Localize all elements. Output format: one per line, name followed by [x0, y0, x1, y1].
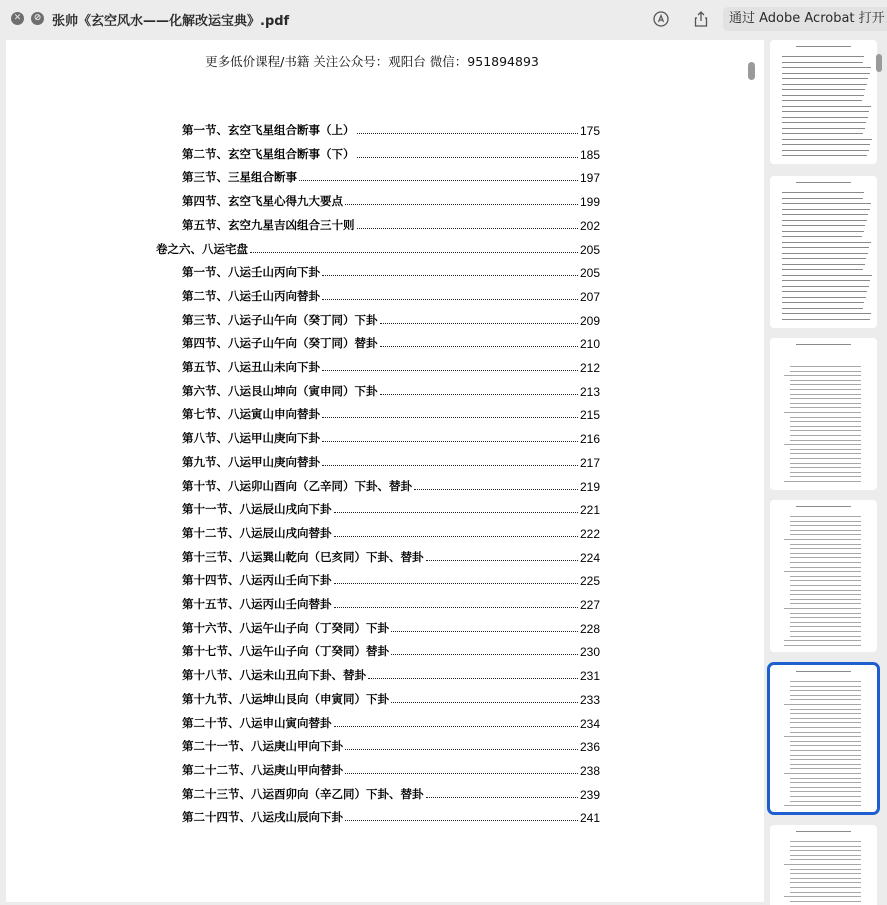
toc-entry-title: 第四节、八运子山午向（癸丁同）替卦: [182, 336, 378, 351]
sidebar-scrollbar[interactable]: [876, 54, 882, 72]
toc-entry-title: 第二十三节、八运酉卯向（辛乙同）下卦、替卦: [182, 786, 424, 801]
toc-entry: [182, 260, 600, 280]
toc-entry: [182, 118, 600, 138]
thumbnail-line: [782, 111, 869, 112]
thumbnail-line: [790, 787, 861, 788]
toc-leader-dots: [345, 204, 578, 205]
thumbnail-line: [790, 476, 861, 477]
toc-entry: [182, 545, 600, 565]
toc-leader-dots: [322, 465, 578, 466]
thumbnail-line: [782, 280, 870, 281]
thumbnail-line: [790, 430, 861, 431]
open-in-acrobat-button[interactable]: 通过 Adobe Acrobat 打开: [723, 7, 887, 31]
thumbnail-line: [790, 613, 861, 614]
thumbnail-line: [784, 805, 861, 806]
toc-leader-dots: [414, 489, 578, 490]
thumbnail-line: [782, 203, 871, 204]
thumbnail-line: [790, 745, 861, 746]
toc-entry-title: 第二节、八运壬山丙向替卦: [182, 288, 320, 303]
thumbnail-line: [790, 741, 861, 742]
toc-entry: [182, 165, 600, 185]
toc-entry: [182, 450, 600, 470]
thumbnail-line: [790, 768, 861, 769]
toc-entry-page: 209: [579, 313, 600, 328]
thumbnail-line: [790, 850, 861, 851]
toc-entry: [156, 237, 600, 257]
toc-entry-page: 222: [579, 526, 600, 541]
toc-leader-dots: [357, 228, 578, 229]
toc-entry-title: 卷之六、八运宅盘: [156, 241, 248, 256]
toc-entry-title: 第三节、八运子山午向（癸丁同）下卦: [182, 312, 378, 327]
thumbnail-line: [782, 89, 865, 90]
thumbnail-line: [790, 695, 861, 696]
toc-entry-title: 第七节、八运寅山申向替卦: [182, 407, 320, 422]
toc-entry-page: 230: [579, 645, 600, 660]
thumbnail-line: [790, 713, 861, 714]
thumbnail-line: [796, 506, 851, 507]
thumbnail-line: [790, 594, 861, 595]
thumbnail-line: [784, 640, 861, 641]
thumbnail-line: [782, 117, 868, 118]
thumbnail-line: [784, 704, 861, 705]
thumbnail-line: [782, 139, 872, 140]
thumbnail-line: [790, 435, 861, 436]
toc-leader-dots: [334, 583, 578, 584]
thumbnail-line: [784, 481, 861, 482]
toc-entry: [182, 805, 600, 825]
toc-entry-title: 第十九节、八运坤山艮向（申寅同）下卦: [182, 691, 389, 706]
thumbnail-line: [790, 458, 861, 459]
thumbnail-line: [790, 869, 861, 870]
thumbnail-line: [782, 313, 871, 314]
thumbnail-line: [782, 67, 871, 68]
toc-entry-page: 205: [579, 266, 600, 281]
thumbnail-line: [790, 778, 861, 779]
toc-entry-page: 228: [579, 621, 600, 636]
toc-entry-title: 第一节、玄空飞星组合断事（上）: [182, 123, 355, 137]
thumbnail-line: [790, 755, 861, 756]
thumbnail-line: [782, 62, 863, 63]
toc-entry-title: 第三节、三星组合断事: [182, 170, 297, 185]
toc-entry-page: 241: [579, 811, 600, 826]
toc-entry: [182, 616, 600, 636]
thumbnail-line: [790, 892, 861, 893]
toc-leader-dots: [357, 157, 578, 158]
toc-entry-title: 第六节、八运艮山坤向（寅申同）下卦: [182, 383, 378, 398]
thumbnail-line: [796, 46, 851, 47]
toc-entry-title: 第十八节、八运未山丑向下卦、替卦: [182, 668, 366, 683]
page-thumbnail[interactable]: [770, 500, 877, 652]
toc-leader-dots: [391, 654, 578, 655]
thumbnail-line: [782, 264, 865, 265]
toc-entry-title: 第五节、玄空九星吉凶组合三十则: [182, 217, 355, 232]
thumbnail-line: [790, 525, 861, 526]
toc-entry-page: 185: [579, 147, 600, 162]
thumbnail-line: [790, 516, 861, 517]
thumbnail-line: [782, 56, 864, 57]
toc-leader-dots: [380, 346, 578, 347]
toc-entry: [182, 521, 600, 541]
toc-entry-page: 212: [579, 361, 600, 375]
thumbnail-line: [790, 617, 861, 618]
thumbnail-line: [790, 403, 861, 404]
toc-leader-dots: [426, 560, 578, 561]
toc-entry-page: 234: [579, 716, 600, 731]
toc-leader-dots: [345, 820, 578, 821]
thumbnail-line: [790, 859, 861, 860]
toc-entry-title: 第五节、八运丑山未向下卦: [182, 360, 320, 374]
toc-entry-title: 第十五节、八运丙山壬向替卦: [182, 597, 332, 611]
toc-entry-title: 第十三节、八运巽山乾向（巳亥同）下卦、替卦: [182, 549, 424, 564]
thumbnail-line: [790, 878, 861, 879]
thumbnail-line: [782, 122, 866, 123]
thumbnail-line: [790, 846, 861, 847]
toc-entry: [182, 734, 600, 754]
toc-leader-dots: [345, 749, 578, 750]
thumbnail-line: [790, 599, 861, 600]
thumbnail-line: [790, 782, 861, 783]
thumbnail-line: [790, 855, 861, 856]
thumbnail-line: [784, 864, 861, 865]
toc-entry-title: 第九节、八运甲山庚向替卦: [182, 454, 320, 469]
toc-leader-dots: [322, 370, 578, 371]
toc-leader-dots: [334, 607, 578, 608]
thumbnail-line: [784, 412, 861, 413]
toc-entry-page: 219: [579, 479, 600, 494]
toc-entry: [182, 189, 600, 209]
thumbnail-line: [782, 297, 866, 298]
thumbnail-line: [782, 192, 864, 193]
thumbnail-line: [796, 831, 851, 832]
toc-leader-dots: [322, 275, 578, 276]
thumbnail-line: [790, 709, 861, 710]
toc-entry: [182, 474, 600, 494]
share-icon[interactable]: [691, 9, 711, 29]
toc-entry-title: 第八节、八运甲山庚向下卦: [182, 431, 320, 446]
thumbnail-line: [790, 530, 861, 531]
thumbnail-line: [790, 791, 861, 792]
page-thumbnail[interactable]: [770, 665, 877, 812]
thumbnail-line: [790, 603, 861, 604]
markup-icon[interactable]: [651, 9, 671, 29]
thumbnail-line: [796, 344, 851, 345]
thumbnail-line: [790, 732, 861, 733]
thumbnail-line: [784, 896, 861, 897]
thumbnail-line: [782, 291, 867, 292]
toc-entry-page: 205: [579, 242, 600, 257]
thumbnail-line: [784, 539, 861, 540]
toc-leader-dots: [391, 631, 578, 632]
thumbnail-line: [782, 236, 862, 237]
toc-entry-page: 221: [579, 503, 600, 518]
thumbnail-line: [790, 718, 861, 719]
toc-entry-title: 第二节、玄空飞星组合断事（下）: [182, 146, 355, 161]
thumbnail-line: [790, 380, 861, 381]
toc-entry-title: 第二十二节、八运庚山甲向替卦: [182, 762, 343, 777]
toc-entry-title: 第十节、八运卯山酉向（乙辛同）下卦、替卦: [182, 478, 412, 493]
thumbnail-line: [790, 759, 861, 760]
toc-entry: [182, 331, 600, 351]
toc-entry-title: 第四节、玄空飞星心得九大要点: [182, 194, 343, 209]
thumbnail-line: [790, 544, 861, 545]
thumbnail-line: [796, 671, 851, 672]
thumbnail-line: [790, 562, 861, 563]
thumbnail-line: [790, 580, 861, 581]
thumbnail-line: [790, 467, 861, 468]
thumbnail-line: [790, 690, 861, 691]
toc-leader-dots: [322, 299, 578, 300]
thumbnail-line: [782, 319, 870, 320]
thumbnail-line: [790, 873, 861, 874]
toc-entry: [182, 426, 600, 446]
thumbnail-line: [782, 258, 866, 259]
thumbnail-line: [782, 302, 864, 303]
toc-entry-page: 238: [579, 763, 600, 778]
toc-entry: [182, 568, 600, 588]
document-page[interactable]: [6, 40, 764, 902]
thumbnail-line: [782, 253, 868, 254]
thumbnail-line: [784, 375, 861, 376]
thumbnail-line: [790, 567, 861, 568]
toc-entry: [182, 142, 600, 162]
thumbnail-line: [782, 73, 870, 74]
thumbnail-line: [782, 214, 868, 215]
thumbnail-line: [782, 286, 869, 287]
thumbnail-line: [790, 384, 861, 385]
toc-entry: [182, 355, 600, 375]
toc-entry: [182, 308, 600, 328]
thumbnail-line: [784, 645, 861, 646]
toc-entry-page: 216: [579, 432, 600, 447]
toc-entry-page: 175: [579, 124, 600, 138]
toc-entry: [182, 213, 600, 233]
thumbnail-line: [790, 366, 861, 367]
toc-entry-title: 第十七节、八运午山子向（丁癸同）替卦: [182, 644, 389, 659]
thumbnail-line: [782, 198, 863, 199]
thumbnail-line: [790, 472, 861, 473]
thumbnail-line: [790, 557, 861, 558]
toc-entry-page: 217: [579, 455, 600, 470]
thumbnail-line: [782, 231, 864, 232]
thumbnail-line: [790, 417, 861, 418]
toc-leader-dots: [334, 512, 578, 513]
toc-entry: [182, 663, 600, 683]
thumbnail-line: [790, 727, 861, 728]
thumbnail-line: [790, 622, 861, 623]
title-bar: [0, 0, 887, 38]
thumbnail-line: [790, 463, 861, 464]
thumbnail-line: [782, 220, 867, 221]
thumbnail-line: [782, 133, 863, 134]
thumbnail-line: [790, 453, 861, 454]
toc-leader-dots: [250, 252, 578, 253]
toc-leader-dots: [334, 726, 578, 727]
toc-entry-page: 207: [579, 289, 600, 304]
toc-entry-title: 第二十节、八运申山寅向替卦: [182, 715, 332, 730]
toc-leader-dots: [322, 417, 578, 418]
thumbnail-line: [790, 764, 861, 765]
toc-entry: [182, 402, 600, 422]
thumbnail-line: [790, 882, 861, 883]
toc-entry-page: 213: [579, 384, 600, 399]
block-icon[interactable]: ⊘: [31, 12, 44, 25]
toc-entry-page: 197: [579, 171, 600, 186]
thumbnail-line: [796, 182, 851, 183]
toc-entry: [182, 711, 600, 731]
toc-entry-page: 227: [579, 598, 600, 612]
thumbnail-line: [790, 887, 861, 888]
toc-leader-dots: [322, 441, 578, 442]
thumbnail-line: [790, 449, 861, 450]
thumbnail-line: [782, 242, 871, 243]
thumbnail-line: [784, 444, 861, 445]
thumbnail-line: [790, 426, 861, 427]
toc-leader-dots: [357, 133, 578, 134]
toc-entry-page: 202: [579, 218, 600, 233]
thumbnail-line: [790, 590, 861, 591]
toc-entry-page: 224: [579, 550, 600, 565]
toc-entry-page: 225: [579, 574, 600, 589]
toc-entry: [182, 758, 600, 778]
toc-entry-page: 239: [579, 787, 600, 802]
thumbnail-sidebar: [766, 40, 887, 905]
thumbnail-line: [790, 841, 861, 842]
thumbnail-line: [790, 626, 861, 627]
thumbnail-line: [782, 269, 863, 270]
thumbnail-line: [790, 686, 861, 687]
close-icon[interactable]: ✕: [11, 12, 24, 25]
thumbnail-line: [782, 209, 870, 210]
page-thumbnail[interactable]: [770, 825, 877, 905]
thumbnail-line: [784, 571, 861, 572]
toc-leader-dots: [391, 702, 578, 703]
thumbnail-line: [782, 144, 870, 145]
thumbnail-line: [790, 750, 861, 751]
toc-entry-title: 第十二节、八运辰山戌向替卦: [182, 525, 332, 540]
thumbnail-line: [790, 901, 861, 902]
toc-entry-page: 199: [579, 195, 600, 210]
thumbnail-line: [782, 128, 865, 129]
thumbnail-line: [790, 722, 861, 723]
page-thumbnail[interactable]: [770, 338, 877, 490]
thumbnail-line: [782, 247, 869, 248]
thumbnail-line: [782, 95, 864, 96]
thumbnail-line: [790, 548, 861, 549]
thumbnail-line: [782, 275, 872, 276]
toc-entry-page: 231: [579, 669, 600, 684]
toc-entry-page: 210: [579, 337, 600, 352]
toc-entry-page: 233: [579, 692, 600, 707]
thumbnail-line: [782, 225, 865, 226]
thumbnail-line: [784, 736, 861, 737]
toc-entry-title: 第二十四节、八运戌山辰向下卦: [182, 810, 343, 825]
thumbnail-line: [790, 699, 861, 700]
thumbnail-line: [782, 78, 868, 79]
thumbnail-line: [784, 608, 861, 609]
toc-leader-dots: [380, 323, 578, 324]
toc-entry-title: 第一节、八运壬山丙向下卦: [182, 265, 320, 280]
toc-entry-title: 第二十一节、八运庚山甲向下卦: [182, 739, 343, 754]
toc-leader-dots: [345, 773, 578, 774]
toc-leader-dots: [299, 180, 578, 181]
toc-entry-page: 236: [579, 740, 600, 755]
toc-leader-dots: [334, 536, 578, 537]
thumbnail-line: [782, 100, 862, 101]
thumbnail-line: [790, 398, 861, 399]
thumbnail-line: [790, 631, 861, 632]
thumbnail-line: [790, 585, 861, 586]
thumbnail-line: [790, 681, 861, 682]
thumbnail-line: [790, 534, 861, 535]
thumbnail-line: [790, 576, 861, 577]
thumbnail-line: [782, 150, 869, 151]
toc-entry-title: 第十一节、八运辰山戌向下卦: [182, 502, 332, 517]
toc-entry-title: 第十四节、八运丙山壬向下卦: [182, 573, 332, 588]
thumbnail-line: [790, 421, 861, 422]
toc-leader-dots: [380, 394, 578, 395]
document-scrollbar[interactable]: [748, 62, 755, 80]
thumbnail-line: [782, 84, 867, 85]
toc-entry-page: 215: [579, 408, 600, 423]
thumbnail-line: [782, 155, 867, 156]
window-title: 张帅《玄空风水——化解改运宝典》.pdf: [52, 14, 290, 29]
thumbnail-line: [790, 636, 861, 637]
toc-entry: [182, 379, 600, 399]
toc-leader-dots: [426, 797, 578, 798]
thumbnail-line: [784, 773, 861, 774]
toc-entry: [182, 639, 600, 659]
thumbnail-line: [790, 389, 861, 390]
thumbnail-line: [790, 407, 861, 408]
toc-entry: [182, 497, 600, 517]
thumbnail-line: [790, 521, 861, 522]
thumbnail-line: [790, 796, 861, 797]
thumbnail-line: [782, 106, 871, 107]
thumbnail-line: [790, 553, 861, 554]
toc-entry-title: 第十六节、八运午山子向（丁癸同）下卦: [182, 620, 389, 635]
toc-entry: [182, 782, 600, 802]
toc-entry: [182, 687, 600, 707]
toc-entry: [182, 284, 600, 304]
thumbnail-line: [790, 371, 861, 372]
thumbnail-line: [782, 308, 863, 309]
toc-leader-dots: [368, 678, 578, 679]
thumbnail-line: [790, 801, 861, 802]
thumbnail-line: [790, 440, 861, 441]
thumbnail-line: [790, 394, 861, 395]
toc-entry: [182, 592, 600, 612]
page-thumbnail[interactable]: [770, 176, 877, 328]
page-header-note: 更多低价课程/书籍 关注公众号：观阳台 微信：951894893: [205, 54, 539, 69]
page-thumbnail[interactable]: [770, 40, 877, 164]
